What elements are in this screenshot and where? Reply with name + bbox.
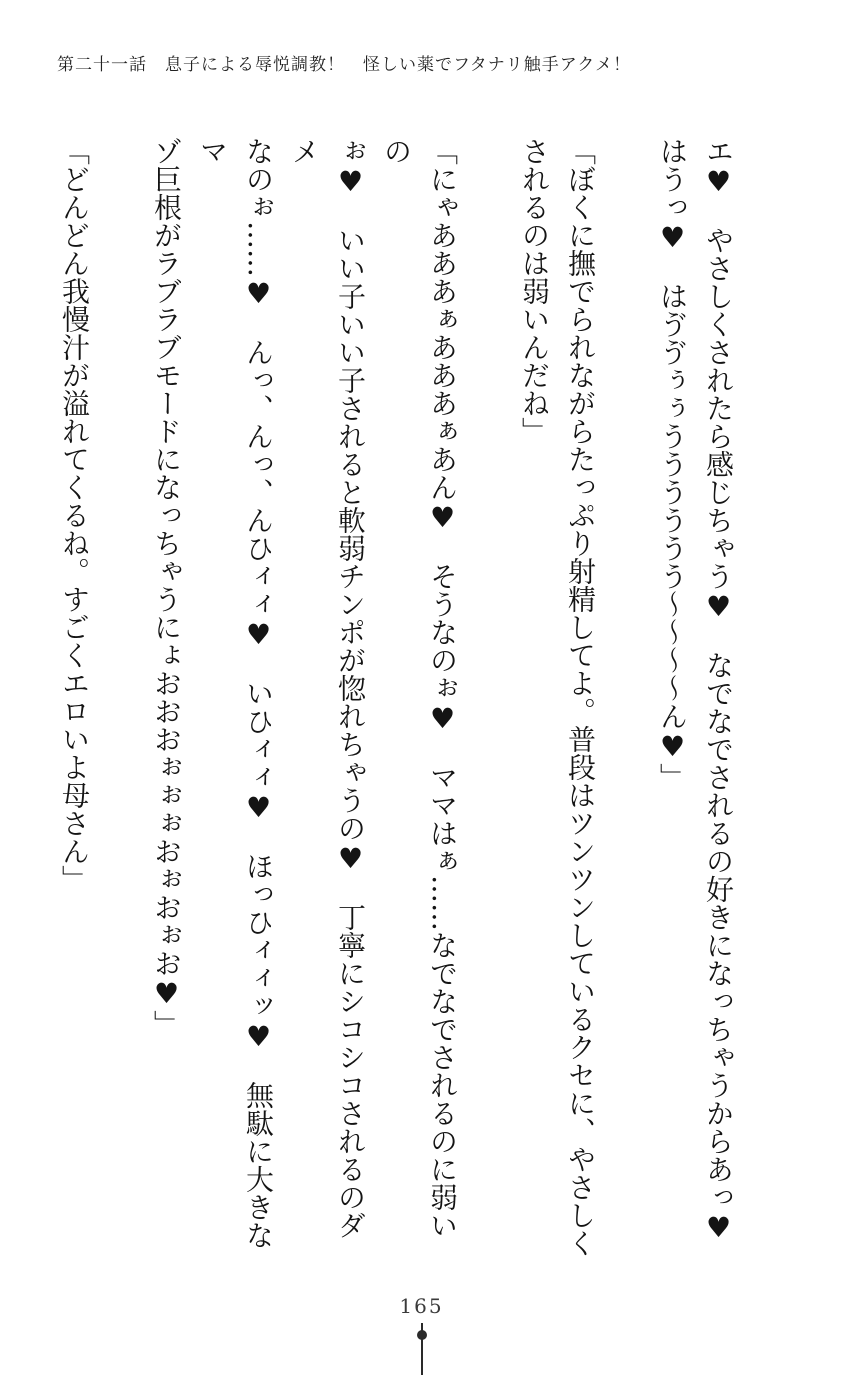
body-text [0, 137, 787, 1257]
paragraph-dialogue: 「ぼくに撫でられながらたっぷり射精してよ。普段はツンツンしているクセに、やさしく されるのは弱いんだね」 [518, 137, 597, 1257]
paragraph-dialogue: 「どんどん我慢汁が溢れてくるね。すごくエロいよ母さん」 [58, 137, 91, 893]
chapter-header-title: 第二十一話 息子による辱悦調教！ 怪しい薬でフタナリ触手アクメ！ [57, 55, 632, 75]
footer-ornament-dot [417, 1330, 427, 1340]
footer-ornament-line [421, 1323, 423, 1375]
page-footer [0, 1294, 843, 1378]
page-number: 165 [399, 1294, 444, 1318]
paragraph-dialogue: 「にゃあああぁあああぁあん♥ そうなのぉ♥ ママはぁ……なでなでされるのに弱いの ぉ♥ いい子いい子されると軟弱チンポが惚れちゃうの♥ 丁寧にシコシコされるのダメ なのぉ……♥ んっ、んっ、んひィィ♥ いひィィ♥ ほっひィィッ♥ 無駄に大きなマ ゾ巨根がラブラブモードになっちゃうにょおおおぉぉぉおぉおぉお♥」 [150, 137, 459, 1249]
paragraph-dialogue [0, 137, 5, 1257]
paragraph-dialogue-continuation: エ♥ やさしくされたら感じちゃう♥ なでなでされるの好きになっちゃうからあっ♥ はうっ♥ はゔゔぅぅうううううう〜〜〜〜ん♥」 [656, 137, 735, 1244]
